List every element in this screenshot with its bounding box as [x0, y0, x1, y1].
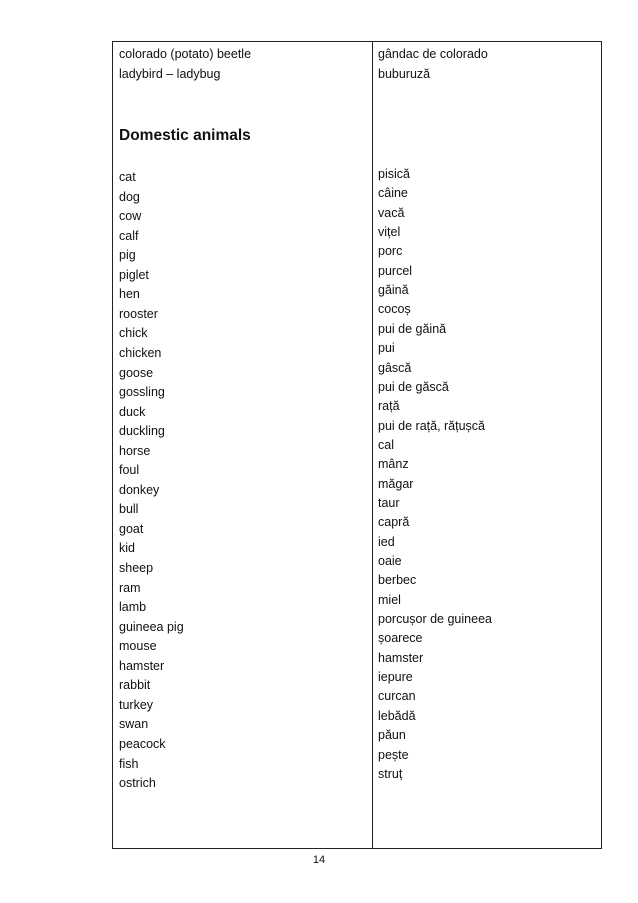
term-english: dog: [119, 189, 140, 204]
term-romanian: ied: [378, 534, 395, 549]
term-romanian: pui: [378, 341, 395, 356]
term-english: goose: [119, 365, 154, 380]
term-romanian: vacă: [378, 205, 405, 220]
term-romanian: porcușor de guineea: [378, 612, 492, 627]
term-english: swan: [119, 717, 149, 732]
term-romanian: purcel: [378, 263, 413, 278]
term-romanian: cal: [378, 437, 394, 452]
term-romanian: pui de rață, rățușcă: [378, 418, 486, 433]
term-romanian: mânz: [378, 457, 409, 472]
term-english: chicken: [119, 345, 162, 360]
term-romanian: berbec: [378, 573, 417, 588]
page-number: 14: [312, 854, 326, 866]
term-romanian: porc: [378, 244, 403, 259]
term-romanian: pui de găină: [378, 321, 447, 336]
term-english: horse: [119, 443, 151, 458]
term-romanian: hamster: [378, 650, 424, 665]
term-romanian: capră: [378, 515, 410, 530]
term-romanian: pește: [378, 747, 409, 762]
vocabulary-table: [112, 41, 602, 849]
term-romanian: cocoș: [378, 302, 411, 317]
term-romanian: curcan: [378, 689, 416, 704]
term-romanian: gâscă: [378, 360, 412, 375]
term-english: peacock: [119, 736, 166, 751]
term-english: kid: [119, 541, 135, 556]
term-romanian: struț: [378, 766, 403, 781]
term-romanian: vițel: [378, 225, 401, 240]
term-english: sheep: [119, 561, 154, 575]
term-english: calf: [119, 228, 139, 243]
term-romanian: pui de găscă: [378, 379, 449, 394]
term-english: rooster: [119, 306, 158, 321]
term-english: bull: [119, 502, 139, 517]
term-english: foul: [119, 463, 140, 478]
column-divider: [372, 42, 373, 848]
term-english: hen: [119, 287, 140, 302]
term-romanian: șoarece: [378, 631, 423, 646]
term-romanian: miel: [378, 592, 401, 607]
term-romanian: rață: [378, 399, 400, 414]
term-english: cat: [119, 170, 136, 184]
term-english: ram: [119, 580, 141, 595]
term-english: goat: [119, 521, 144, 536]
term-romanian: taur: [378, 495, 400, 510]
term-english: donkey: [119, 482, 160, 497]
term-english: colorado (potato) beetle: [119, 47, 252, 61]
section-heading: Domestic animals: [119, 127, 251, 144]
term-english: cow: [119, 209, 142, 224]
term-romanian: măgar: [378, 476, 414, 491]
term-english: piglet: [119, 267, 149, 282]
term-english: gossling: [119, 385, 165, 400]
term-english: duck: [119, 404, 146, 419]
term-english: hamster: [119, 658, 165, 673]
term-romanian: buburuză: [378, 67, 431, 81]
term-english: duckling: [119, 424, 165, 439]
term-romanian: lebădă: [378, 708, 416, 723]
term-english: chick: [119, 326, 148, 341]
term-romanian: păun: [378, 728, 406, 743]
term-english: fish: [119, 756, 139, 771]
term-english: turkey: [119, 697, 154, 712]
term-english: mouse: [119, 639, 157, 654]
term-romanian: găină: [378, 283, 409, 298]
term-english: ostrich: [119, 776, 156, 791]
term-romanian: câine: [378, 186, 408, 201]
term-english: guineea pig: [119, 619, 184, 634]
term-romanian: gândac de colorado: [378, 47, 488, 61]
term-english: rabbit: [119, 678, 151, 693]
term-english: pig: [119, 248, 136, 263]
term-romanian: iepure: [378, 670, 413, 685]
term-english: ladybird – ladybug: [119, 67, 221, 81]
term-romanian: pisică: [378, 167, 410, 181]
term-romanian: oaie: [378, 554, 402, 568]
term-english: lamb: [119, 600, 147, 615]
